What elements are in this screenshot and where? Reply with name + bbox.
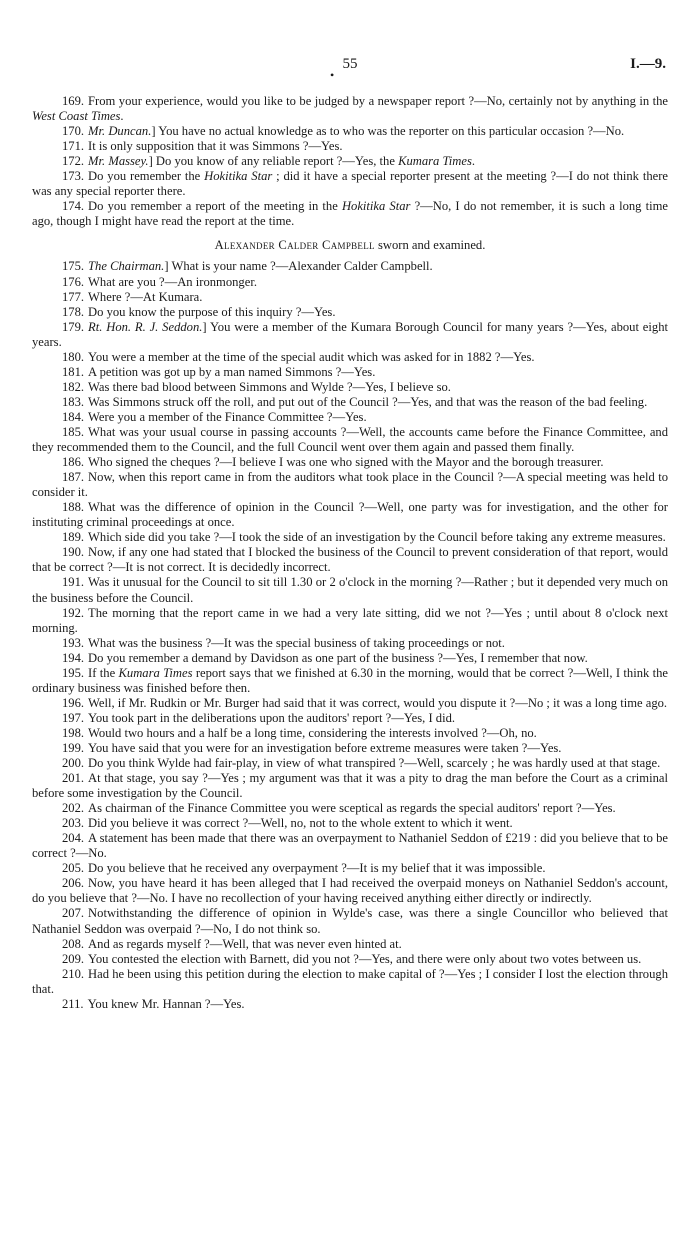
question-number: 186. (62, 455, 85, 470)
question-number: 201. (62, 771, 85, 786)
question-number: 170. (62, 124, 85, 139)
question-number: 203. (62, 816, 85, 831)
question-number: 207. (62, 906, 85, 921)
question-text: It is only supposition that it was Simmons ?—Yes. (88, 139, 343, 154)
question-text: Do you believe that he received any overpayment ?—It is my belief that it was impossible. (88, 861, 546, 876)
question-number: 194. (62, 650, 85, 665)
question-text: The morning that the report came in we had a very late sitting, did we not ?—Yes ; until about 8 o'clock next morning. (32, 605, 668, 635)
question-number: 183. (62, 394, 85, 409)
question-text: You knew Mr. Hannan ?—Yes. (87, 996, 245, 1011)
question-text: Was it unusual for the Council to sit till 1.30 or 2 o'clock in the morning ?—Rather ; but it depended very much on the business before the Council. (32, 575, 668, 605)
question-text: What was the difference of opinion in the Council ?—Well, one party was for investigation, and the other for instituting criminal proceedings at once. (32, 500, 668, 530)
question-number: 190. (62, 545, 85, 560)
question-number: 184. (62, 409, 85, 424)
testimony-paragraph (32, 756, 668, 771)
question-text: A petition was got up by a man named Simmons ?—Yes. (88, 364, 376, 379)
testimony-paragraph (32, 290, 668, 305)
testimony-paragraph (32, 651, 668, 666)
question-text: Notwithstanding the difference of opinion in Wylde's case, was there a single Councillor who believed that Nathaniel Seddon was overpaid ?—No, I do not think so. (32, 906, 668, 936)
question-text: You took part in the deliberations upon the auditors' report ?—Yes, I did. (88, 710, 456, 725)
testimony-paragraph (32, 967, 668, 997)
question-text: Mr. Duncan.] You have no actual knowledge as to who was the reporter on this particular occasion ?—No. (88, 124, 625, 139)
question-number: 182. (62, 379, 85, 394)
question-text: Now, you have heard it has been alleged that I had received the overpaid moneys on Nathaniel Seddon's account, do you believe that ?—No. I have no recollection of your having received anything either directly or indirectly. (32, 876, 668, 906)
question-number: 193. (62, 635, 85, 650)
question-number: 185. (62, 424, 85, 439)
question-number: 191. (62, 575, 85, 590)
testimony-paragraph (32, 952, 668, 967)
page-number: 55 (342, 56, 358, 72)
question-number: 173. (62, 169, 85, 184)
question-text: Do you remember a report of the meeting in the Hokitika Star ?—No, I do not remember, it is such a long time ago, though I might have read the report at the time. (32, 199, 668, 229)
testimony-paragraph (32, 139, 668, 154)
question-text: Do you think Wylde had fair-play, in view of what transpired ?—Well, scarcely ; he was hardly used at that stage. (88, 756, 661, 771)
testimony-paragraph (32, 906, 668, 936)
question-text: You contested the election with Barnett, did you not ?—Yes, and there were only about two votes between us. (88, 951, 642, 966)
question-text: Where ?—At Kumara. (88, 289, 203, 304)
question-text: Did you believe it was correct ?—Well, no, not to the whole extent to which it went. (88, 816, 513, 831)
question-text: You have said that you were for an investigation before extreme measures were taken ?—Yes. (88, 740, 562, 755)
question-text: You were a member at the time of the special audit which was asked for in 1882 ?—Yes. (88, 349, 535, 364)
testimony-paragraph (32, 395, 668, 410)
testimony-section-2 (32, 259, 668, 1011)
testimony-paragraph (32, 771, 668, 801)
question-number: 204. (62, 831, 85, 846)
question-text: Which side did you take ?—I took the side of an investigation by the Council before taking any extreme measures. (88, 530, 666, 545)
question-number: 176. (62, 274, 85, 289)
question-text: Was Simmons struck off the roll, and put out of the Council ?—Yes, and that was the reason of the bad feeling. (88, 394, 648, 409)
testimony-paragraph (32, 801, 668, 816)
testimony-paragraph (32, 455, 668, 470)
question-text: If the Kumara Times report says that we finished at 6.30 in the morning, would that be correct ?—Well, I think the ordinary business was finished before then. (32, 665, 669, 695)
question-number: 169. (62, 94, 85, 108)
question-number: 196. (62, 695, 85, 710)
question-text: What are you ?—An ironmonger. (88, 274, 257, 289)
question-number: 187. (62, 470, 85, 485)
testimony-paragraph (32, 470, 668, 500)
testimony-paragraph (32, 425, 668, 455)
question-text: The Chairman.] What is your name ?—Alexander Calder Campbell. (88, 259, 433, 274)
testimony-paragraph (32, 154, 668, 169)
witness-heading-rest: sworn and examined. (377, 238, 486, 253)
testimony-paragraph (32, 199, 668, 229)
testimony-paragraph (32, 259, 668, 274)
question-text: Now, if any one had stated that I blocked the business of the Council to prevent consideration of that report, would that be correct ?—It is not correct. It is decidedly incorrect. (32, 545, 668, 575)
question-number: 174. (62, 199, 85, 214)
question-number: 211. (62, 996, 84, 1011)
question-text: What was your usual course in passing accounts ?—Well, the accounts came before the Finance Committee, and they recommended them to the Council, and the full Council went over them again and passed them finally. (32, 424, 668, 455)
testimony-paragraph (32, 741, 668, 756)
testimony-paragraph (32, 636, 668, 651)
testimony-paragraph (32, 861, 668, 876)
question-text: Do you know the purpose of this inquiry ?—Yes. (88, 304, 336, 319)
question-text: And as regards myself ?—Well, that was never even hinted at. (88, 936, 402, 951)
question-number: 208. (62, 936, 85, 951)
question-number: 175. (62, 259, 85, 274)
question-number: 192. (62, 605, 85, 620)
question-text: Who signed the cheques ?—I believe I was one who signed with the Mayor and the borough treasurer. (88, 455, 604, 470)
witness-heading (32, 238, 668, 253)
page-header (32, 56, 668, 82)
question-number: 181. (62, 364, 85, 379)
question-number: 198. (62, 725, 85, 740)
testimony-paragraph (32, 876, 668, 906)
testimony-paragraph (32, 275, 668, 290)
question-number: 206. (62, 876, 85, 891)
question-text: Now, when this report came in from the auditors what took place in the Council ?—A special meeting was held to consider it. (32, 470, 668, 500)
question-number: 172. (62, 154, 85, 169)
document-body (32, 94, 668, 1012)
testimony-paragraph (32, 606, 668, 636)
testimony-paragraph (32, 666, 668, 696)
testimony-paragraph (32, 726, 668, 741)
testimony-paragraph (32, 380, 668, 395)
question-number: 177. (62, 289, 85, 304)
testimony-paragraph (32, 530, 668, 545)
question-text: Mr. Massey.] Do you know of any reliable report ?—Yes, the Kumara Times. (88, 154, 476, 169)
question-number: 189. (62, 530, 85, 545)
question-text: Do you remember a demand by Davidson as one part of the business ?—Yes, I remember that now. (88, 650, 588, 665)
testimony-paragraph (32, 320, 668, 350)
testimony-paragraph (32, 816, 668, 831)
testimony-paragraph (32, 124, 668, 139)
testimony-paragraph (32, 711, 668, 726)
testimony-paragraph (32, 305, 668, 320)
question-text: As chairman of the Finance Committee you were sceptical as regards the special auditors' report ?—Yes. (88, 801, 616, 816)
witness-name: Alexander Calder Campbell (214, 238, 375, 253)
question-number: 178. (62, 304, 85, 319)
question-number: 171. (62, 139, 85, 154)
question-text: Do you remember the Hokitika Star ; did it have a special reporter present at the meeting ?—I do not think there was any special reporter there. (32, 169, 668, 199)
question-number: 205. (62, 861, 85, 876)
testimony-paragraph (32, 365, 668, 380)
question-number: 188. (62, 500, 85, 515)
question-number: 195. (62, 665, 85, 680)
question-number: 202. (62, 801, 85, 816)
document-reference: I.—9. (630, 56, 666, 72)
testimony-paragraph (32, 410, 668, 425)
testimony-paragraph (32, 997, 668, 1012)
question-text: Was there bad blood between Simmons and Wylde ?—Yes, I believe so. (88, 379, 451, 394)
testimony-paragraph (32, 169, 668, 199)
question-number: 209. (62, 951, 85, 966)
question-text: Were you a member of the Finance Committee ?—Yes. (88, 409, 367, 424)
testimony-paragraph (32, 831, 668, 861)
question-text: From your experience, would you like to be judged by a newspaper report ?—No, certainly not by anything in the West Coast Times. (32, 94, 668, 124)
question-number: 199. (62, 740, 85, 755)
question-number: 180. (62, 349, 85, 364)
question-text: A statement has been made that there was an overpayment to Nathaniel Seddon of £219 : did you believe that to be correct ?—No. (32, 831, 668, 861)
testimony-paragraph (32, 545, 668, 575)
question-text: Rt. Hon. R. J. Seddon.] You were a member of the Kumara Borough Council for many years ?—Yes, about eight years. (32, 319, 668, 349)
question-text: Well, if Mr. Rudkin or Mr. Burger had said that it was correct, would you dispute it ?—No ; it was a long time ago. (88, 695, 668, 710)
question-number: 210. (62, 966, 85, 981)
testimony-paragraph (32, 575, 668, 605)
testimony-paragraph (32, 696, 668, 711)
testimony-paragraph (32, 500, 668, 530)
question-number: 179. (62, 319, 85, 334)
question-text: What was the business ?—It was the special business of taking proceedings or not. (88, 635, 505, 650)
question-text: Had he been using this petition during the election to make capital of ?—Yes ; I consider I lost the election through that. (32, 966, 668, 996)
question-text: At that stage, you say ?—Yes ; my argument was that it was a pity to drag the man before the Court as a criminal before some investigation by the Council. (32, 771, 668, 801)
header-dot-mark: • (330, 68, 335, 82)
question-number: 200. (62, 756, 85, 771)
question-number: 197. (62, 710, 85, 725)
testimony-paragraph (32, 937, 668, 952)
question-text: Would two hours and a half be a long time, considering the interests involved ?—Oh, no. (88, 725, 537, 740)
testimony-paragraph (32, 350, 668, 365)
testimony-section-1 (32, 94, 668, 229)
testimony-paragraph (32, 94, 668, 124)
